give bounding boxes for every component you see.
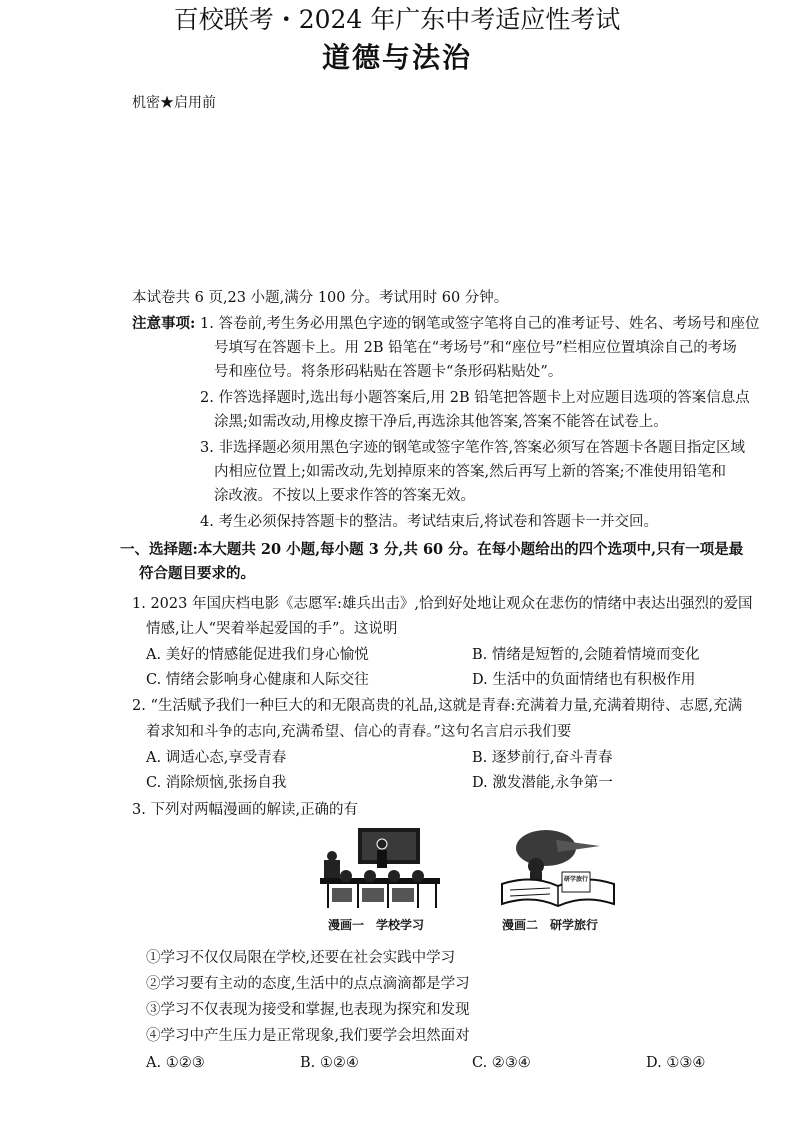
q3-statement-4: ④学习中产生压力是正常现象,我们要学会坦然面对 bbox=[146, 1028, 470, 1044]
exam-intro: 本试卷共 6 页,23 小题,满分 100 分。考试用时 60 分钟。 bbox=[132, 290, 509, 306]
notice-1-line-3: 号和座位号。将条形码粘贴在答题卡“条形码粘贴处”。 bbox=[214, 364, 563, 380]
exam-title: 百校联考・2024 年广东中考适应性考试 bbox=[173, 5, 621, 34]
q1-stem-line-1: 1. 2023 年国庆档电影《志愿军:雄兵出击》,恰到好处地让观众在悲伤的情绪中表达出强烈的爱国 bbox=[132, 596, 753, 612]
confidential-label: 机密★启用前 bbox=[132, 95, 216, 111]
notice-4-line-1: 4. 考生必须保持答题卡的整洁。考试结束后,将试卷和答题卡一并交回。 bbox=[200, 514, 659, 530]
q2-option-c: C. 消除烦恼,张扬自我 bbox=[146, 775, 287, 791]
q3-option-c: C. ②③④ bbox=[472, 1055, 531, 1071]
notice-1-line-1: 1. 答卷前,考生务必用黑色字迹的钢笔或签字笔将自己的准考证号、姓名、考场号和座位 bbox=[200, 316, 760, 332]
q2-option-d: D. 激发潜能,永争第一 bbox=[472, 775, 613, 791]
q1-stem-line-2: 情感,让人“哭着举起爱国的手”。这说明 bbox=[146, 621, 398, 637]
q3-statement-3: ③学习不仅表现为接受和掌握,也表现为探究和发现 bbox=[146, 1002, 470, 1018]
q1-option-b: B. 情绪是短暂的,会随着情境而变化 bbox=[472, 647, 700, 663]
notice-3-line-3: 涂改液。不按以上要求作答的答案无效。 bbox=[214, 488, 475, 504]
q3-option-d: D. ①③④ bbox=[646, 1055, 706, 1071]
notice-3-line-2: 内相应位置上;如需改动,先划掉原来的答案,然后再写上新的答案;不准使用铅笔和 bbox=[214, 464, 726, 480]
q3-option-b: B. ①②④ bbox=[300, 1055, 359, 1071]
section1-heading: 一、选择题:本大题共 20 小题,每小题 3 分,共 60 分。在每小题给出的四个选项中,只有一项是最 bbox=[120, 541, 744, 558]
cartoon-study-tour bbox=[496, 826, 620, 910]
q2-option-a: A. 调适心态,享受青春 bbox=[146, 750, 287, 766]
q3-option-a: A. ①②③ bbox=[146, 1055, 205, 1071]
subject-title: 道德与法治 bbox=[321, 41, 472, 74]
notice-label: 注意事项: bbox=[132, 315, 196, 332]
q1-option-d: D. 生活中的负面情绪也有积极作用 bbox=[472, 672, 696, 688]
notice-3-line-1: 3. 非选择题必须用黑色字迹的钢笔或签字笔作答,答案必须写在答题卡各题目指定区域 bbox=[200, 440, 746, 456]
notice-2-line-1: 2. 作答选择题时,选出每小题答案后,用 2B 铅笔把答题卡上对应题目选项的答案信息点 bbox=[200, 390, 750, 406]
q1-option-a: A. 美好的情感能促进我们身心愉悦 bbox=[146, 647, 369, 663]
q2-stem-line-1: 2. “生活赋予我们一种巨大的和无限高贵的礼品,这就是青春:充满着力量,充满着期待、志愿,充满 bbox=[132, 698, 743, 714]
q3-stem: 3. 下列对两幅漫画的解读,正确的有 bbox=[132, 802, 359, 818]
q3-statement-2: ②学习要有主动的态度,生活中的点点滴滴都是学习 bbox=[146, 976, 470, 992]
cartoon-2-caption: 漫画二 研学旅行 bbox=[502, 918, 599, 932]
section1-heading-cont: 符合题目要求的。 bbox=[139, 565, 255, 582]
q3-statement-1: ①学习不仅仅局限在学校,还要在社会实践中学习 bbox=[146, 950, 456, 966]
cartoon-school-learning bbox=[318, 826, 442, 910]
q2-stem-line-2: 着求知和斗争的志向,充满希望、信心的青春。”这句名言启示我们要 bbox=[146, 724, 572, 740]
notice-1-line-2: 号填写在答题卡上。用 2B 铅笔在“考场号”和“座位号”栏相应位置填涂自己的考场 bbox=[214, 340, 737, 356]
q1-option-c: C. 情绪会影响身心健康和人际交往 bbox=[146, 672, 369, 688]
notice-2-line-2: 涂黑;如需改动,用橡皮擦干净后,再选涂其他答案,答案不能答在试卷上。 bbox=[214, 414, 668, 430]
q2-option-b: B. 逐梦前行,奋斗青春 bbox=[472, 750, 613, 766]
cartoon-1-caption: 漫画一 学校学习 bbox=[328, 918, 425, 932]
book-label: 研学旅行 bbox=[564, 876, 589, 883]
